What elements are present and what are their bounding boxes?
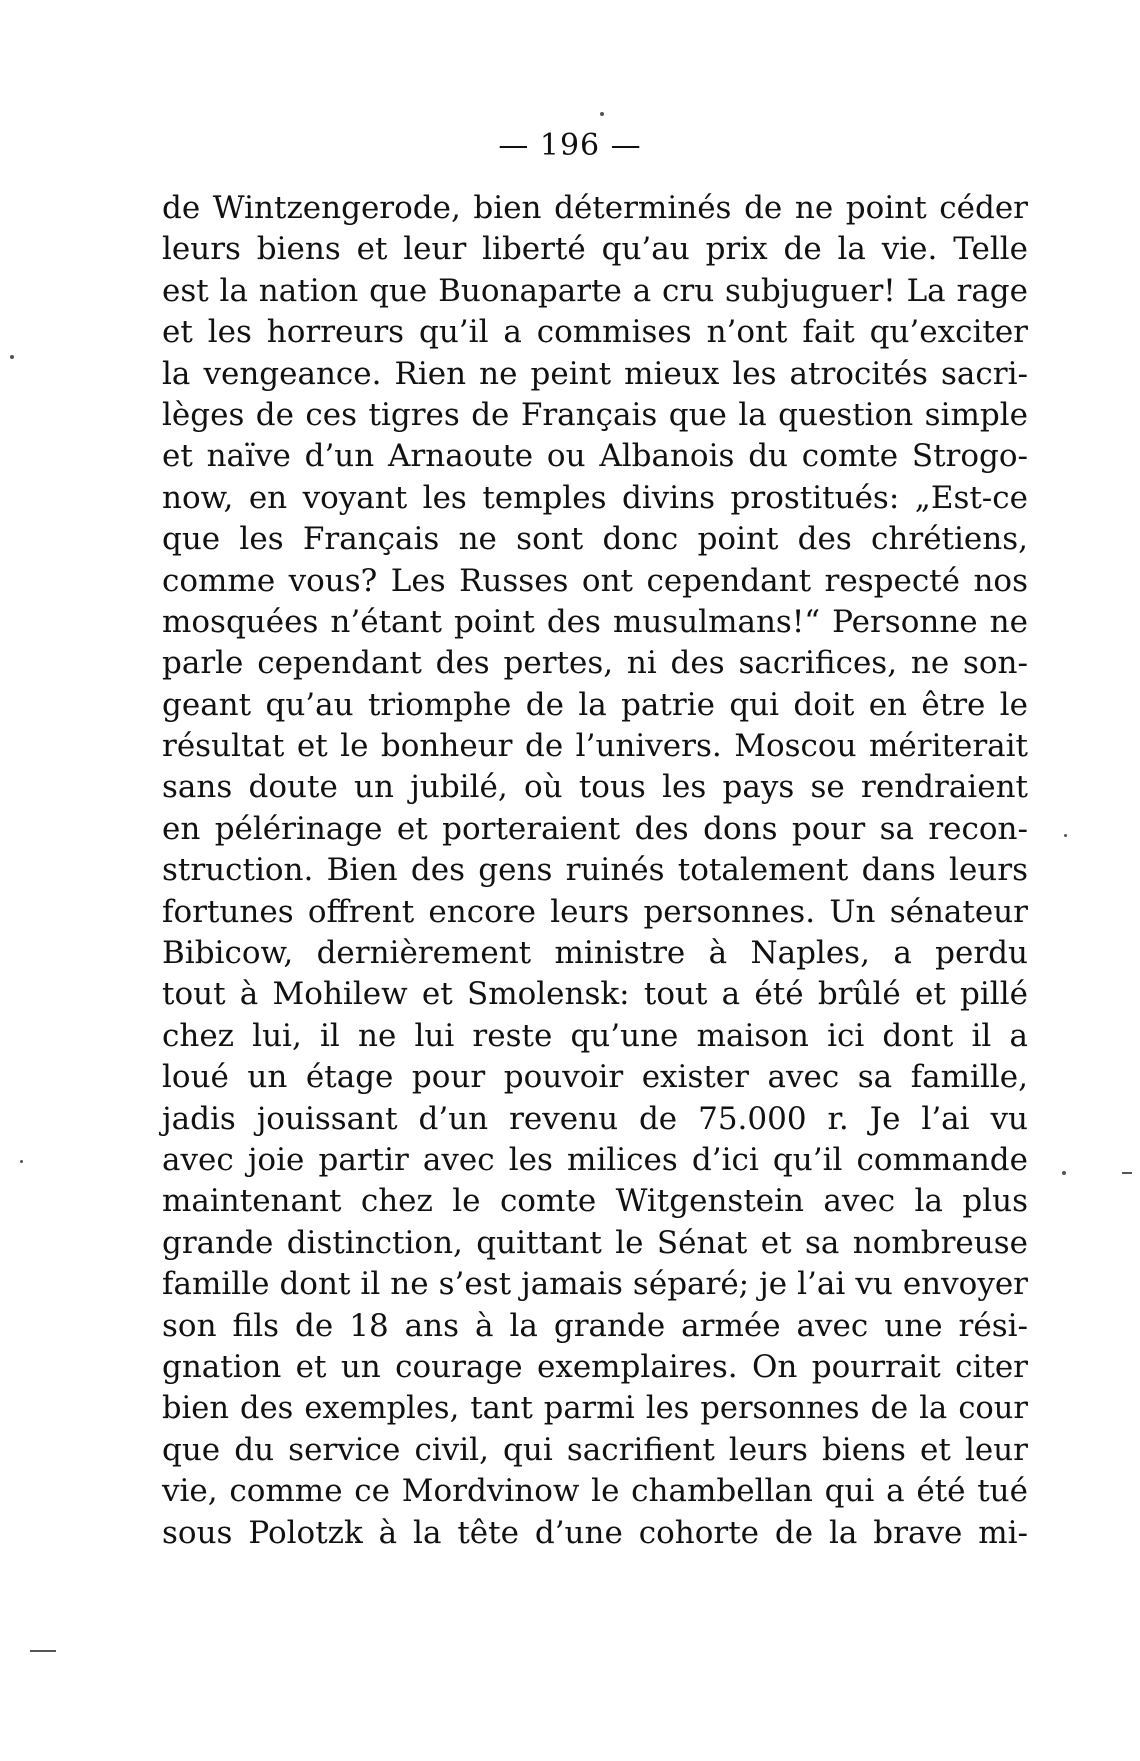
text-line: résultat et le bonheur de l’univers. Moscou mériterait [162, 728, 1028, 765]
text-line: sous Polotzk à la tête d’une cohorte de la brave mi- [162, 1514, 1028, 1551]
print-speck [20, 1160, 23, 1163]
print-dash-mark [30, 1650, 56, 1652]
text-line: Bibicow, dernièrement ministre à Naples, a perdu [162, 935, 1028, 972]
text-line: lèges de ces tigres de Français que la question simple [162, 396, 1028, 433]
text-line: loué un étage pour pouvoir exister avec sa famille, [162, 1059, 1028, 1096]
text-line: tout à Mohilew et Smolensk: tout a été brûlé et pillé [162, 976, 1028, 1013]
text-line: sans doute un jubilé, où tous les pays se rendraient [162, 769, 1028, 806]
text-line: est la nation que Buonaparte a cru subjuguer! La rage [162, 272, 1028, 309]
print-speck [10, 355, 14, 359]
text-line: geant qu’au triomphe de la patrie qui doit en être le [162, 686, 1028, 723]
text-line: mosquées n’étant point des musulmans!“ Personne ne [162, 603, 1028, 640]
text-line: de Wintzengerode, bien déterminés de ne point céder [162, 190, 1028, 226]
text-line: et naïve d’un Arnaoute ou Albanois du comte Strogo- [162, 438, 1028, 475]
text-line: comme vous? Les Russes ont cependant respecté nos [162, 562, 1028, 599]
text-line: son fils de 18 ans à la grande armée avec une rési- [162, 1307, 1028, 1344]
text-line: bien des exemples, tant parmi les personnes de la cour [162, 1391, 1028, 1427]
text-line: que du service civil, qui sacrifient leurs biens et leur [162, 1431, 1028, 1468]
text-line: famille dont il ne s’est jamais séparé; je l’ai vu envoyer [162, 1266, 1028, 1303]
text-line: grande distinction, quittant le Sénat et sa nombreuse [162, 1224, 1028, 1261]
text-line: parle cependant des pertes, ni des sacrifices, ne son- [162, 645, 1028, 682]
text-line: leurs biens et leur liberté qu’au prix de la vie. Telle [162, 231, 1028, 268]
text-line: maintenant chez le comte Witgenstein avec la plus [162, 1183, 1028, 1220]
text-line: gnation et un courage exemplaires. On pourrait citer [162, 1348, 1028, 1385]
text-line: fortunes offrent encore leurs personnes. Un sénateur [162, 893, 1028, 930]
text-line: en pélérinage et porteraient des dons pour sa recon- [162, 810, 1028, 847]
print-dash-mark [1122, 1172, 1132, 1174]
text-line: avec joie partir avec les milices d’ici qu’il commande [162, 1141, 1028, 1178]
print-speck [1064, 834, 1067, 837]
text-line: jadis jouissant d’un revenu de 75.000 r. Je l’ai vu [162, 1100, 1028, 1137]
body-text [162, 188, 1028, 1554]
text-line: chez lui, il ne lui reste qu’une maison ici dont il a [162, 1017, 1028, 1054]
text-line: struction. Bien des gens ruinés totalement dans leurs [162, 852, 1028, 889]
text-line: que les Français ne sont donc point des chrétiens, [162, 521, 1028, 558]
page-number: — 196 — [498, 128, 642, 163]
print-speck [600, 112, 604, 116]
text-line: vie, comme ce Mordvinow le chambellan qui a été tué [162, 1473, 1028, 1510]
text-line: now, en voyant les temples divins prostitués: „Est-ce [162, 479, 1028, 516]
print-speck [1062, 1171, 1066, 1175]
text-line: la vengeance. Rien ne peint mieux les atrocités sacri- [162, 355, 1028, 392]
text-line: et les horreurs qu’il a commises n’ont fait qu’exciter [162, 314, 1028, 351]
